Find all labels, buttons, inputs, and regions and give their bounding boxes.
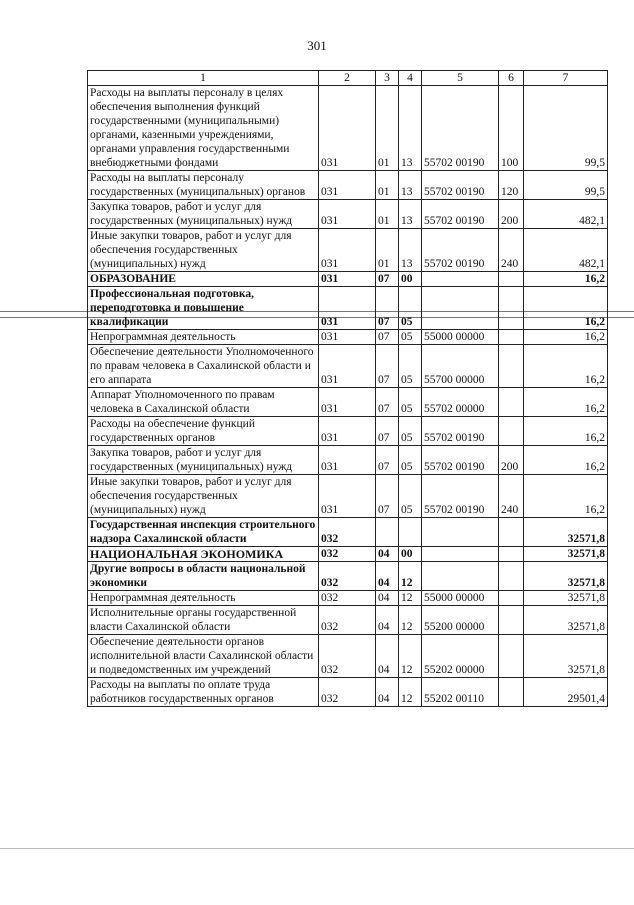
row-subsection-cell: 05 xyxy=(399,330,422,345)
row-target-item-cell xyxy=(422,518,499,547)
row-subsection-cell: 13 xyxy=(399,229,422,272)
row-amount-cell: 16,2 xyxy=(524,287,608,330)
table-row xyxy=(88,417,608,446)
row-expense-type-cell: 100 xyxy=(499,86,524,171)
row-section-cell: 07 xyxy=(376,475,399,518)
row-subsection-cell: 12 xyxy=(399,562,422,591)
row-name-cell: Государственная инспекция строительного надзора Сахалинской области xyxy=(88,518,319,547)
column-header: 6 xyxy=(499,71,524,86)
row-code-cell: 032 xyxy=(319,518,376,547)
row-subsection-cell: 05 xyxy=(399,345,422,388)
table-row xyxy=(88,272,608,287)
row-code-cell: 032 xyxy=(319,635,376,678)
table-row xyxy=(88,475,608,518)
row-section-cell: 01 xyxy=(376,171,399,200)
row-expense-type-cell: 240 xyxy=(499,475,524,518)
row-section-cell: 04 xyxy=(376,678,399,707)
row-amount-cell: 16,2 xyxy=(524,417,608,446)
row-subsection-cell: 13 xyxy=(399,171,422,200)
row-name-cell: Иные закупки товаров, работ и услуг для обеспечения государственных (муниципальных) нужд xyxy=(88,475,319,518)
row-amount-cell: 16,2 xyxy=(524,345,608,388)
row-section-cell: 04 xyxy=(376,547,399,562)
row-code-cell: 031 xyxy=(319,287,376,330)
row-code-cell: 031 xyxy=(319,200,376,229)
row-code-cell: 032 xyxy=(319,678,376,707)
row-code-cell: 031 xyxy=(319,446,376,475)
table-row xyxy=(88,229,608,272)
row-expense-type-cell: 200 xyxy=(499,446,524,475)
table-row xyxy=(88,86,608,171)
row-target-item-cell: 55702 00190 xyxy=(422,229,499,272)
row-name-cell: Непрограммная деятельность xyxy=(88,591,319,606)
row-amount-cell: 16,2 xyxy=(524,446,608,475)
row-name-cell: Непрограммная деятельность xyxy=(88,330,319,345)
row-name-cell: Исполнительные органы государственной власти Сахалинской области xyxy=(88,606,319,635)
row-target-item-cell xyxy=(422,562,499,591)
row-amount-cell: 32571,8 xyxy=(524,606,608,635)
row-amount-cell: 32571,8 xyxy=(524,635,608,678)
row-name-cell: Закупка товаров, работ и услуг для государственных (муниципальных) нужд xyxy=(88,446,319,475)
row-section-cell: 01 xyxy=(376,229,399,272)
row-amount-cell: 99,5 xyxy=(524,86,608,171)
row-amount-cell: 482,1 xyxy=(524,200,608,229)
scan-rule-line xyxy=(0,848,634,849)
table-row xyxy=(88,330,608,345)
row-target-item-cell: 55202 00110 xyxy=(422,678,499,707)
row-name-cell: Обеспечение деятельности Уполномоченного по правам человека в Сахалинской области и его аппарата xyxy=(88,345,319,388)
row-expense-type-cell xyxy=(499,345,524,388)
row-name-cell: Расходы на выплаты персоналу государственных (муниципальных) органов xyxy=(88,171,319,200)
row-target-item-cell: 55702 00190 xyxy=(422,417,499,446)
row-amount-cell: 16,2 xyxy=(524,388,608,417)
table-header-row xyxy=(88,71,608,86)
table-row xyxy=(88,562,608,591)
row-amount-cell: 16,2 xyxy=(524,272,608,287)
row-section-cell: 04 xyxy=(376,591,399,606)
row-code-cell: 031 xyxy=(319,86,376,171)
row-section-cell: 04 xyxy=(376,606,399,635)
table-row xyxy=(88,171,608,200)
row-subsection-cell: 12 xyxy=(399,635,422,678)
row-expense-type-cell xyxy=(499,591,524,606)
column-header: 4 xyxy=(399,71,422,86)
row-name-cell: Закупка товаров, работ и услуг для государственных (муниципальных) нужд xyxy=(88,200,319,229)
row-name-cell: Другие вопросы в области национальной экономики xyxy=(88,562,319,591)
row-expense-type-cell xyxy=(499,287,524,330)
table-row xyxy=(88,678,608,707)
row-section-cell: 04 xyxy=(376,562,399,591)
row-amount-cell: 482,1 xyxy=(524,229,608,272)
row-code-cell: 031 xyxy=(319,388,376,417)
row-section-cell: 07 xyxy=(376,417,399,446)
row-subsection-cell: 05 xyxy=(399,446,422,475)
row-target-item-cell xyxy=(422,287,499,330)
column-header: 1 xyxy=(88,71,319,86)
row-section-cell: 07 xyxy=(376,287,399,330)
row-amount-cell: 16,2 xyxy=(524,475,608,518)
table-row xyxy=(88,606,608,635)
table-row xyxy=(88,388,608,417)
table-row xyxy=(88,635,608,678)
row-section-cell: 07 xyxy=(376,330,399,345)
row-expense-type-cell xyxy=(499,518,524,547)
row-target-item-cell: 55702 00190 xyxy=(422,200,499,229)
row-name-cell: Обеспечение деятельности органов исполнительной власти Сахалинской области и подведомственных им учреждений xyxy=(88,635,319,678)
row-expense-type-cell xyxy=(499,417,524,446)
table-row xyxy=(88,591,608,606)
row-target-item-cell: 55200 00000 xyxy=(422,606,499,635)
row-expense-type-cell xyxy=(499,635,524,678)
row-target-item-cell: 55702 00190 xyxy=(422,171,499,200)
row-name-cell: Расходы на выплаты по оплате труда работников государственных органов xyxy=(88,678,319,707)
row-target-item-cell: 55702 00190 xyxy=(422,86,499,171)
row-subsection-cell: 05 xyxy=(399,475,422,518)
row-name-cell: Иные закупки товаров, работ и услуг для обеспечения государственных (муниципальных) нужд xyxy=(88,229,319,272)
row-code-cell: 031 xyxy=(319,272,376,287)
row-target-item-cell: 55202 00000 xyxy=(422,635,499,678)
table-row xyxy=(88,547,608,562)
row-amount-cell: 32571,8 xyxy=(524,591,608,606)
row-subsection-cell: 13 xyxy=(399,86,422,171)
row-section-cell: 07 xyxy=(376,272,399,287)
row-target-item-cell: 55702 00190 xyxy=(422,475,499,518)
row-subsection-cell: 12 xyxy=(399,606,422,635)
row-section-cell: 07 xyxy=(376,388,399,417)
row-subsection-cell: 05 xyxy=(399,388,422,417)
row-expense-type-cell xyxy=(499,678,524,707)
table-row xyxy=(88,287,608,330)
row-section-cell: 07 xyxy=(376,446,399,475)
row-code-cell: 032 xyxy=(319,606,376,635)
row-section-cell: 01 xyxy=(376,86,399,171)
row-subsection-cell: 05 xyxy=(399,287,422,330)
row-section-cell: 04 xyxy=(376,635,399,678)
row-name-cell: ОБРАЗОВАНИЕ xyxy=(88,272,319,287)
row-name-cell: Профессиональная подготовка, переподготовка и повышение квалификации xyxy=(88,287,319,330)
column-header: 2 xyxy=(319,71,376,86)
row-code-cell: 032 xyxy=(319,591,376,606)
row-amount-cell: 32571,8 xyxy=(524,562,608,591)
row-name-cell: Расходы на выплаты персоналу в целях обеспечения выполнения функций государственными (муниципальными) органами, казенными учреждениями, органами управления государственными внебюджетными фондами xyxy=(88,86,319,171)
page-number: 301 xyxy=(307,38,327,53)
row-target-item-cell: 55702 00000 xyxy=(422,388,499,417)
row-amount-cell: 29501,4 xyxy=(524,678,608,707)
row-code-cell: 031 xyxy=(319,229,376,272)
row-expense-type-cell xyxy=(499,330,524,345)
row-section-cell: 01 xyxy=(376,200,399,229)
row-subsection-cell: 00 xyxy=(399,547,422,562)
row-expense-type-cell xyxy=(499,562,524,591)
row-expense-type-cell: 240 xyxy=(499,229,524,272)
row-expense-type-cell xyxy=(499,547,524,562)
row-code-cell: 031 xyxy=(319,475,376,518)
row-subsection-cell: 00 xyxy=(399,272,422,287)
table-row xyxy=(88,518,608,547)
row-name-cell: НАЦИОНАЛЬНАЯ ЭКОНОМИКА xyxy=(88,547,319,562)
column-header: 7 xyxy=(524,71,608,86)
row-amount-cell: 32571,8 xyxy=(524,518,608,547)
row-code-cell: 031 xyxy=(319,330,376,345)
row-target-item-cell: 55700 00000 xyxy=(422,345,499,388)
row-amount-cell: 32571,8 xyxy=(524,547,608,562)
row-expense-type-cell xyxy=(499,272,524,287)
row-subsection-cell xyxy=(399,518,422,547)
row-name-cell: Аппарат Уполномоченного по правам человека в Сахалинской области xyxy=(88,388,319,417)
row-amount-cell: 99,5 xyxy=(524,171,608,200)
row-target-item-cell: 55000 00000 xyxy=(422,330,499,345)
column-header: 5 xyxy=(422,71,499,86)
row-code-cell: 032 xyxy=(319,562,376,591)
row-target-item-cell xyxy=(422,272,499,287)
row-code-cell: 032 xyxy=(319,547,376,562)
row-subsection-cell: 05 xyxy=(399,417,422,446)
row-section-cell: 07 xyxy=(376,345,399,388)
column-header: 3 xyxy=(376,71,399,86)
row-expense-type-cell xyxy=(499,606,524,635)
row-target-item-cell xyxy=(422,547,499,562)
table-row xyxy=(88,345,608,388)
row-expense-type-cell xyxy=(499,388,524,417)
row-subsection-cell: 12 xyxy=(399,678,422,707)
row-name-cell: Расходы на обеспечение функций государственных органов xyxy=(88,417,319,446)
row-expense-type-cell: 120 xyxy=(499,171,524,200)
row-expense-type-cell: 200 xyxy=(499,200,524,229)
row-section-cell xyxy=(376,518,399,547)
row-subsection-cell: 12 xyxy=(399,591,422,606)
row-subsection-cell: 13 xyxy=(399,200,422,229)
row-code-cell: 031 xyxy=(319,345,376,388)
row-code-cell: 031 xyxy=(319,171,376,200)
row-code-cell: 031 xyxy=(319,417,376,446)
row-target-item-cell: 55702 00190 xyxy=(422,446,499,475)
row-amount-cell: 16,2 xyxy=(524,330,608,345)
table-row xyxy=(88,200,608,229)
budget-table xyxy=(87,70,608,707)
table-row xyxy=(88,446,608,475)
row-target-item-cell: 55000 00000 xyxy=(422,591,499,606)
